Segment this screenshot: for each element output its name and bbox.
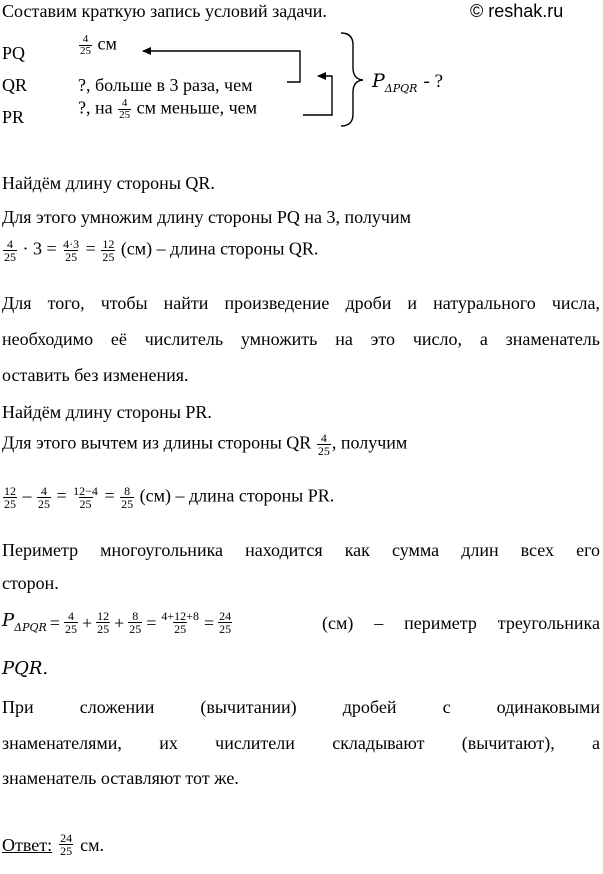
perimeter-unknown: $P_{\Delta PQR}$ - ?: [372, 70, 444, 95]
eq1-fraction-1: $\frac{4}{25}$: [4, 237, 16, 264]
label-pq: PQ: [2, 43, 26, 63]
eq2-fraction-2: $\frac{4}{25}$: [38, 484, 50, 511]
perimeter-line-2: сторон.: [2, 573, 59, 593]
pq-fraction: $\frac{4}{25}$: [80, 33, 91, 57]
rule2-line-2: знаменателями, их числители складывают (вычитают), а: [2, 733, 600, 753]
triangle-name: PQR.: [2, 658, 49, 679]
qr-value: ?, больше в 3 раза, чем: [78, 75, 253, 95]
equation-pr: $\frac{12}{25}$ – $\frac{4}{25}$ = $\frac{12-4}{25}$ = $\frac{8}{25}$ (см) – длина стороны PR.: [4, 484, 335, 511]
eq3-fraction-1: $\frac{4}{25}$: [64, 609, 77, 636]
watermark-text: © reshak.ru: [470, 1, 564, 21]
eq3-fraction-4: $\frac{4+12+8}{25}$: [161, 609, 199, 636]
eq3-fraction-2: $\frac{12}{25}$: [97, 609, 110, 636]
eq2-fraction-3: $\frac{12-4}{25}$: [73, 484, 98, 511]
pr-fraction: $\frac{4}{25}$: [119, 97, 131, 121]
right-brace: [341, 33, 363, 126]
label-pr: PR: [2, 107, 25, 127]
label-qr: QR: [2, 75, 28, 95]
rule2-line-3: знаменатель оставляют тот же.: [2, 768, 239, 788]
subtract-fraction: $\frac{4}{25}$: [317, 431, 330, 458]
eq1-fraction-2: $\frac{4\cdot 3}{25}$: [63, 237, 80, 264]
equation-perimeter: $P_{\Delta PQR}$ = $\frac{4}{25}$ + $\frac{12}{25}$ + $\frac{8}{25}$ = $\frac{4+12+8}{25}$ = $\frac{24}{25}$ (см) – периметр треугольника: [2, 609, 600, 636]
rule1-line-1: Для того, чтобы найти произведение дроби и натурального числа,: [2, 293, 600, 313]
eq2-fraction-1: $\frac{12}{25}$: [4, 484, 16, 511]
answer: [2, 832, 104, 857]
find-qr-heading: Найдём длину стороны QR.: [2, 173, 215, 193]
eq3-fraction-5: $\frac{24}{25}$: [219, 609, 232, 636]
answer-label: Ответ:: [2, 834, 53, 855]
subtract-text: Для этого вычтем из длины стороны QR $\frac{4}{25}$ , получим: [2, 431, 408, 458]
pq-value: $\frac{4}{25}$ см: [80, 33, 117, 57]
rule1-line-3: оставить без изменения.: [2, 365, 189, 385]
answer-unit: см.: [80, 834, 105, 855]
eq1-fraction-3: $\frac{12}{25}$: [102, 237, 115, 264]
find-pr-heading: Найдём длину стороны PR.: [2, 402, 212, 422]
answer-fraction: $\frac{24}{25}$: [60, 831, 73, 858]
rule1-line-2: необходимо её числитель умножить на это число, а знаменатель: [2, 329, 600, 349]
rule2-line-1: При сложении (вычитании) дробей с одинаковыми: [2, 697, 600, 717]
eq3-fraction-3: $\frac{8}{25}$: [129, 609, 142, 636]
arrow-pr-to-qr: [303, 76, 332, 115]
eq2-fraction-4: $\frac{8}{25}$: [121, 484, 134, 511]
intro-heading: Составим краткую запись условий задачи.: [2, 1, 327, 21]
perimeter-line-1: Периметр многоугольника находится как сумма длин всех его: [2, 540, 600, 560]
pr-value: ?, на $\frac{4}{25}$ см меньше, чем: [78, 97, 258, 121]
equation-qr: $\frac{4}{25}$ · 3 = $\frac{4\cdot 3}{25}$ = $\frac{12}{25}$ (см) – длина стороны QR.: [4, 237, 319, 264]
multiply-text: Для этого умножим длину стороны PQ на 3, получим: [2, 207, 411, 227]
arrow-qr-to-pq: [143, 51, 300, 82]
